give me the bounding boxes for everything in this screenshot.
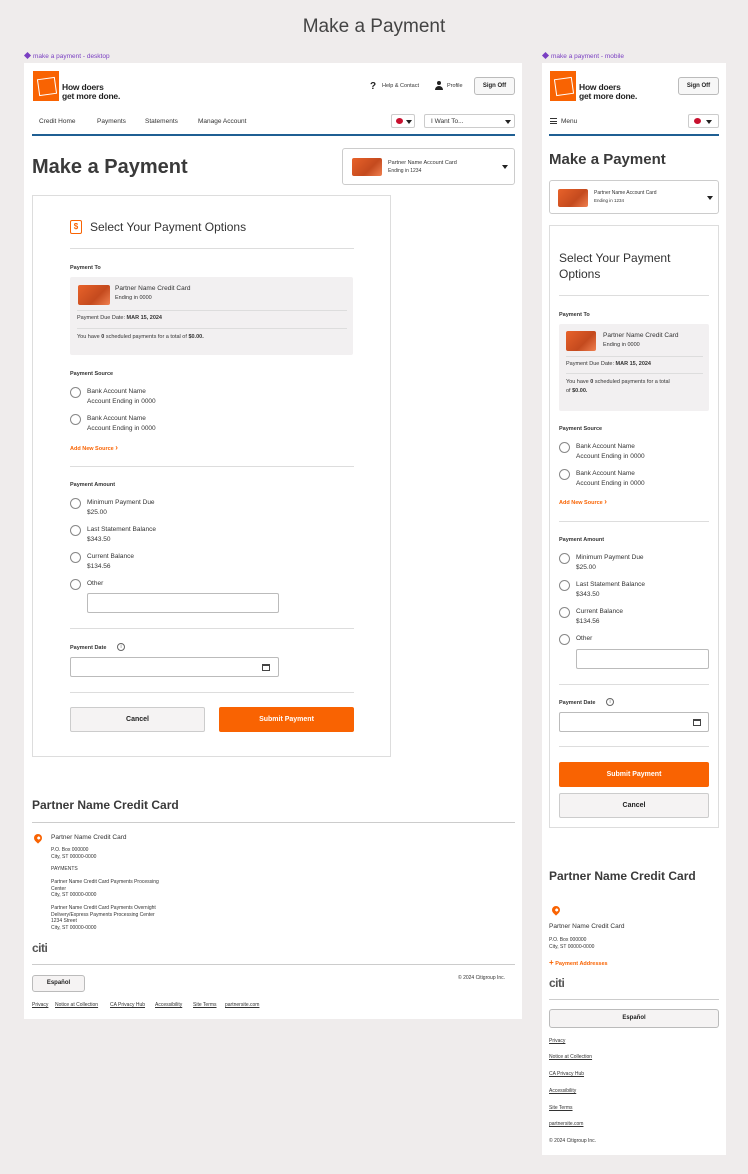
card-name: Partner Name Credit Card bbox=[115, 285, 191, 292]
source-radio-2[interactable] bbox=[559, 469, 570, 480]
payment-to-card bbox=[70, 277, 353, 355]
desktop-frame bbox=[24, 63, 522, 1019]
footer-link-ca-privacy[interactable]: CA Privacy Hub bbox=[549, 1071, 585, 1077]
divider bbox=[70, 628, 354, 629]
footer-link-accessibility[interactable]: Accessibility bbox=[155, 1002, 183, 1008]
nav-underline-bar bbox=[549, 134, 719, 136]
scheduled-total: $0.00. bbox=[188, 334, 204, 340]
processing-address bbox=[51, 879, 159, 899]
flag-icon bbox=[694, 118, 701, 124]
nav-underline-bar bbox=[32, 134, 515, 136]
due-date: MAR 15, 2024 bbox=[126, 315, 162, 321]
payment-date-input[interactable] bbox=[559, 712, 709, 732]
address-line: City, ST 00000-0000 bbox=[51, 853, 97, 860]
amount-option-current bbox=[87, 552, 134, 571]
address-line: P.O. Box 000000 bbox=[549, 937, 587, 943]
divider bbox=[566, 356, 703, 357]
account-name bbox=[388, 159, 457, 175]
footer-title: Partner Name Credit Card bbox=[549, 869, 696, 883]
dollar-icon: $ bbox=[70, 220, 82, 234]
footer-link-privacy[interactable]: Privacy bbox=[549, 1038, 566, 1044]
page-heading: Make a Payment bbox=[302, 16, 446, 37]
language-flag-dropdown[interactable] bbox=[391, 114, 415, 128]
footer-title: Partner Name Credit Card bbox=[32, 798, 179, 812]
i-want-to-label: I Want To... bbox=[431, 118, 464, 125]
card-ending: Ending in 0000 bbox=[603, 342, 640, 348]
tagline-line2: get more done. bbox=[579, 91, 638, 101]
help-icon[interactable]: ? bbox=[370, 81, 377, 92]
profile-icon[interactable] bbox=[435, 81, 443, 91]
source-option-1 bbox=[87, 387, 156, 406]
address-main bbox=[51, 847, 96, 860]
plus-icon: + bbox=[549, 958, 554, 967]
amount-radio-statement[interactable] bbox=[70, 525, 81, 536]
amount-value: $134.56 bbox=[87, 562, 111, 570]
source-option-2 bbox=[87, 414, 156, 433]
scheduled-count: 0 bbox=[101, 334, 105, 340]
payment-to-label: Payment To bbox=[559, 312, 590, 318]
info-icon[interactable]: i bbox=[117, 643, 125, 651]
nav-manage-account[interactable]: Manage Account bbox=[198, 118, 247, 125]
address-line: City, ST 00000-0000 bbox=[549, 943, 595, 950]
chevron-right-icon: › bbox=[115, 443, 118, 452]
account-selector[interactable] bbox=[549, 180, 719, 214]
address-line: 1234 Street bbox=[51, 918, 77, 924]
payment-date-label: Payment Date bbox=[559, 700, 596, 706]
desktop-frame-label bbox=[25, 53, 110, 60]
brand-tagline bbox=[579, 83, 637, 101]
info-icon[interactable]: i bbox=[606, 698, 614, 706]
divider bbox=[549, 999, 719, 1000]
address-main bbox=[549, 937, 594, 950]
amount-label: Last Statement Balance bbox=[87, 526, 157, 533]
cancel-button[interactable]: Cancel bbox=[70, 707, 205, 732]
scheduled-pre: You have bbox=[77, 334, 100, 340]
panel-title bbox=[559, 250, 670, 282]
card-image bbox=[566, 331, 596, 351]
chevron-down-icon bbox=[505, 120, 511, 124]
component-icon bbox=[24, 52, 31, 59]
chevron-down-icon bbox=[707, 196, 713, 200]
nav-payments[interactable]: Payments bbox=[97, 118, 126, 125]
amount-value: $25.00 bbox=[576, 563, 596, 571]
calendar-icon[interactable] bbox=[693, 719, 701, 726]
footer-link-site-terms[interactable]: Site Terms bbox=[549, 1105, 573, 1111]
amount-option-other: Other bbox=[576, 635, 593, 642]
account-ending: Ending in 1234 bbox=[388, 168, 422, 174]
amount-value: $343.50 bbox=[87, 535, 111, 543]
divider bbox=[77, 328, 347, 329]
divider bbox=[559, 746, 709, 747]
footer-link-partnersite[interactable]: partnersite.com bbox=[549, 1121, 584, 1127]
mobile-frame-label bbox=[543, 53, 624, 60]
footer-link-ca-privacy[interactable]: CA Privacy Hub bbox=[110, 1002, 146, 1008]
due-date: MAR 15, 2024 bbox=[615, 361, 651, 367]
source-ending: Account Ending in 0000 bbox=[87, 424, 156, 432]
divider bbox=[32, 822, 515, 823]
payment-date-label: Payment Date bbox=[70, 645, 107, 651]
scheduled-line bbox=[566, 378, 670, 396]
espanol-button[interactable]: Español bbox=[549, 1009, 719, 1028]
other-amount-input[interactable] bbox=[576, 649, 709, 669]
footer-link-partnersite[interactable]: partnersite.com bbox=[225, 1002, 260, 1008]
scheduled-pre: You have bbox=[566, 379, 589, 385]
divider bbox=[559, 684, 709, 685]
add-new-source-text: Add New Source bbox=[559, 500, 603, 506]
amount-value: $25.00 bbox=[87, 508, 107, 516]
address-line: Partner Name Credit Card Payments Processing bbox=[51, 879, 159, 885]
card-name: Partner Name Credit Card bbox=[603, 332, 679, 339]
payment-options-panel bbox=[32, 195, 391, 757]
address-line: Partner Name Credit Card Payments Overnight bbox=[51, 905, 156, 911]
address-line: P.O. Box 000000 bbox=[51, 847, 89, 853]
flag-icon bbox=[396, 118, 403, 124]
other-amount-input[interactable] bbox=[87, 593, 279, 613]
source-name: Bank Account Name bbox=[87, 415, 146, 422]
nav-statements[interactable]: Statements bbox=[145, 118, 178, 125]
source-option-2 bbox=[576, 469, 645, 488]
profile-link[interactable]: Profile bbox=[447, 83, 463, 89]
amount-option-minimum bbox=[87, 498, 155, 517]
amount-label: Last Statement Balance bbox=[576, 581, 646, 588]
footer-link-privacy[interactable]: Privacy bbox=[32, 1002, 49, 1008]
payment-options-panel bbox=[549, 225, 719, 828]
amount-radio-statement[interactable] bbox=[559, 580, 570, 591]
panel-title: Select Your Payment Options bbox=[90, 220, 247, 234]
mobile-frame-label-text: make a payment - mobile bbox=[551, 53, 624, 60]
account-name-text: Partner Name Account Card bbox=[388, 160, 457, 166]
source-radio-2[interactable] bbox=[70, 414, 81, 425]
scheduled-mid: scheduled payments for a total of bbox=[105, 334, 187, 340]
amount-label: Minimum Payment Due bbox=[576, 554, 644, 561]
payment-source-label: Payment Source bbox=[70, 371, 114, 377]
amount-radio-other[interactable] bbox=[559, 634, 570, 645]
amount-value: $343.50 bbox=[576, 590, 600, 598]
card-image bbox=[352, 158, 382, 176]
location-pin-icon bbox=[550, 904, 561, 915]
payment-amount-label: Payment Amount bbox=[559, 537, 605, 543]
payment-source-label: Payment Source bbox=[559, 426, 603, 432]
address-name: Partner Name Credit Card bbox=[549, 923, 625, 930]
due-label: Payment Due Date: bbox=[77, 315, 125, 321]
payment-addresses-link[interactable] bbox=[549, 958, 608, 967]
calendar-icon[interactable] bbox=[262, 664, 270, 671]
tagline-line1: How doers bbox=[62, 82, 104, 92]
home-depot-logo[interactable] bbox=[33, 71, 59, 101]
add-new-source-text: Add New Source bbox=[70, 446, 114, 452]
citi-logo: citi bbox=[549, 976, 565, 990]
tagline-line1: How doers bbox=[579, 82, 621, 92]
divider bbox=[32, 964, 515, 965]
divider bbox=[566, 373, 703, 374]
sign-off-button[interactable]: Sign Off bbox=[474, 77, 515, 95]
language-flag-dropdown[interactable] bbox=[688, 114, 719, 128]
copyright: © 2024 Citigroup Inc. bbox=[549, 1138, 597, 1144]
divider bbox=[77, 310, 347, 311]
payment-addresses-text: Payment Addresses bbox=[555, 961, 608, 967]
page-title: Make a Payment bbox=[32, 156, 188, 178]
address-line: City, ST 00000-0000 bbox=[51, 924, 97, 931]
add-new-source-link[interactable] bbox=[559, 497, 607, 506]
i-want-to-dropdown[interactable] bbox=[424, 114, 515, 128]
address-line: Delivery/Express Payments Processing Center bbox=[51, 911, 155, 918]
payment-to-card bbox=[559, 324, 709, 411]
brand-tagline bbox=[62, 83, 120, 101]
payment-amount-label: Payment Amount bbox=[70, 482, 116, 488]
card-image bbox=[78, 285, 110, 305]
footer-link-notice[interactable]: Notice at Collection bbox=[549, 1054, 593, 1060]
mobile-frame bbox=[542, 63, 726, 1155]
payments-heading: PAYMENTS bbox=[51, 866, 78, 872]
amount-value: $134.56 bbox=[576, 617, 600, 625]
due-label: Payment Due Date: bbox=[566, 361, 614, 367]
source-name: Bank Account Name bbox=[87, 388, 146, 395]
scheduled-line bbox=[77, 333, 204, 342]
page-title: Make a Payment bbox=[549, 151, 666, 168]
payment-to-label: Payment To bbox=[70, 265, 101, 271]
account-name bbox=[594, 189, 657, 205]
source-ending: Account Ending in 0000 bbox=[576, 452, 645, 460]
location-pin-icon bbox=[32, 832, 43, 843]
amount-option-statement bbox=[87, 525, 156, 544]
source-ending: Account Ending in 0000 bbox=[87, 397, 156, 405]
amount-label: Current Balance bbox=[87, 553, 134, 560]
account-selector[interactable] bbox=[342, 148, 515, 185]
due-date-line bbox=[77, 314, 162, 323]
chevron-down-icon bbox=[706, 120, 712, 124]
scheduled-mid: scheduled payments for a total bbox=[594, 379, 670, 385]
divider bbox=[70, 248, 354, 249]
divider bbox=[559, 521, 709, 522]
scheduled-of: of bbox=[566, 388, 571, 394]
component-icon bbox=[542, 52, 549, 59]
help-contact-link[interactable]: Help & Contact bbox=[382, 83, 419, 89]
source-ending: Account Ending in 0000 bbox=[576, 479, 645, 487]
source-name: Bank Account Name bbox=[576, 443, 635, 450]
citi-logo: citi bbox=[32, 941, 48, 955]
submit-payment-button[interactable]: Submit Payment bbox=[559, 762, 709, 787]
panel-title-line2: Options bbox=[559, 267, 601, 281]
amount-label: Current Balance bbox=[576, 608, 623, 615]
scheduled-total: $0.00. bbox=[572, 388, 588, 394]
chevron-right-icon: › bbox=[604, 497, 607, 506]
menu-icon[interactable] bbox=[550, 118, 557, 124]
account-name-text: Partner Name Account Card bbox=[594, 190, 657, 196]
menu-label[interactable]: Menu bbox=[561, 118, 578, 125]
tagline-line2: get more done. bbox=[62, 91, 121, 101]
submit-payment-button[interactable]: Submit Payment bbox=[219, 707, 354, 732]
amount-radio-current[interactable] bbox=[70, 552, 81, 563]
chevron-down-icon bbox=[406, 120, 412, 124]
address-line: Center bbox=[51, 885, 67, 892]
divider bbox=[70, 692, 354, 693]
amount-radio-current[interactable] bbox=[559, 607, 570, 618]
amount-label: Minimum Payment Due bbox=[87, 499, 155, 506]
sign-off-button[interactable]: Sign Off bbox=[678, 77, 719, 95]
footer-link-notice[interactable]: Notice at Collection bbox=[55, 1002, 99, 1008]
account-ending: Ending in 1234 bbox=[594, 198, 625, 203]
divider bbox=[559, 295, 709, 296]
home-depot-logo[interactable] bbox=[550, 71, 576, 101]
amount-radio-minimum[interactable] bbox=[559, 553, 570, 564]
cancel-button[interactable]: Cancel bbox=[559, 793, 709, 818]
address-name: Partner Name Credit Card bbox=[51, 834, 127, 841]
panel-title-line1: Select Your Payment bbox=[559, 251, 671, 265]
source-name: Bank Account Name bbox=[576, 470, 635, 477]
copyright: © 2024 Citigroup Inc. bbox=[458, 975, 506, 981]
desktop-frame-label-text: make a payment - desktop bbox=[33, 53, 110, 60]
footer-link-accessibility[interactable]: Accessibility bbox=[549, 1088, 577, 1094]
payment-date-input[interactable] bbox=[70, 657, 279, 677]
amount-radio-minimum[interactable] bbox=[70, 498, 81, 509]
amount-option-current bbox=[576, 607, 623, 626]
overnight-address bbox=[51, 905, 156, 931]
card-ending: Ending in 0000 bbox=[115, 295, 152, 301]
address-line: City, ST 00000-0000 bbox=[51, 892, 97, 898]
scheduled-count: 0 bbox=[590, 379, 594, 385]
source-option-1 bbox=[576, 442, 645, 461]
amount-radio-other[interactable] bbox=[70, 579, 81, 590]
divider bbox=[70, 466, 354, 467]
footer-link-site-terms[interactable]: Site Terms bbox=[193, 1002, 217, 1008]
amount-option-minimum bbox=[576, 553, 644, 572]
amount-option-statement bbox=[576, 580, 645, 599]
card-image bbox=[558, 189, 588, 207]
source-radio-1[interactable] bbox=[70, 387, 81, 398]
add-new-source-link[interactable] bbox=[70, 443, 118, 452]
source-radio-1[interactable] bbox=[559, 442, 570, 453]
chevron-down-icon bbox=[502, 165, 508, 169]
amount-option-other: Other bbox=[87, 580, 104, 587]
espanol-button[interactable]: Español bbox=[32, 975, 85, 992]
due-date-line bbox=[566, 360, 651, 369]
nav-credit-home[interactable]: Credit Home bbox=[39, 118, 76, 125]
